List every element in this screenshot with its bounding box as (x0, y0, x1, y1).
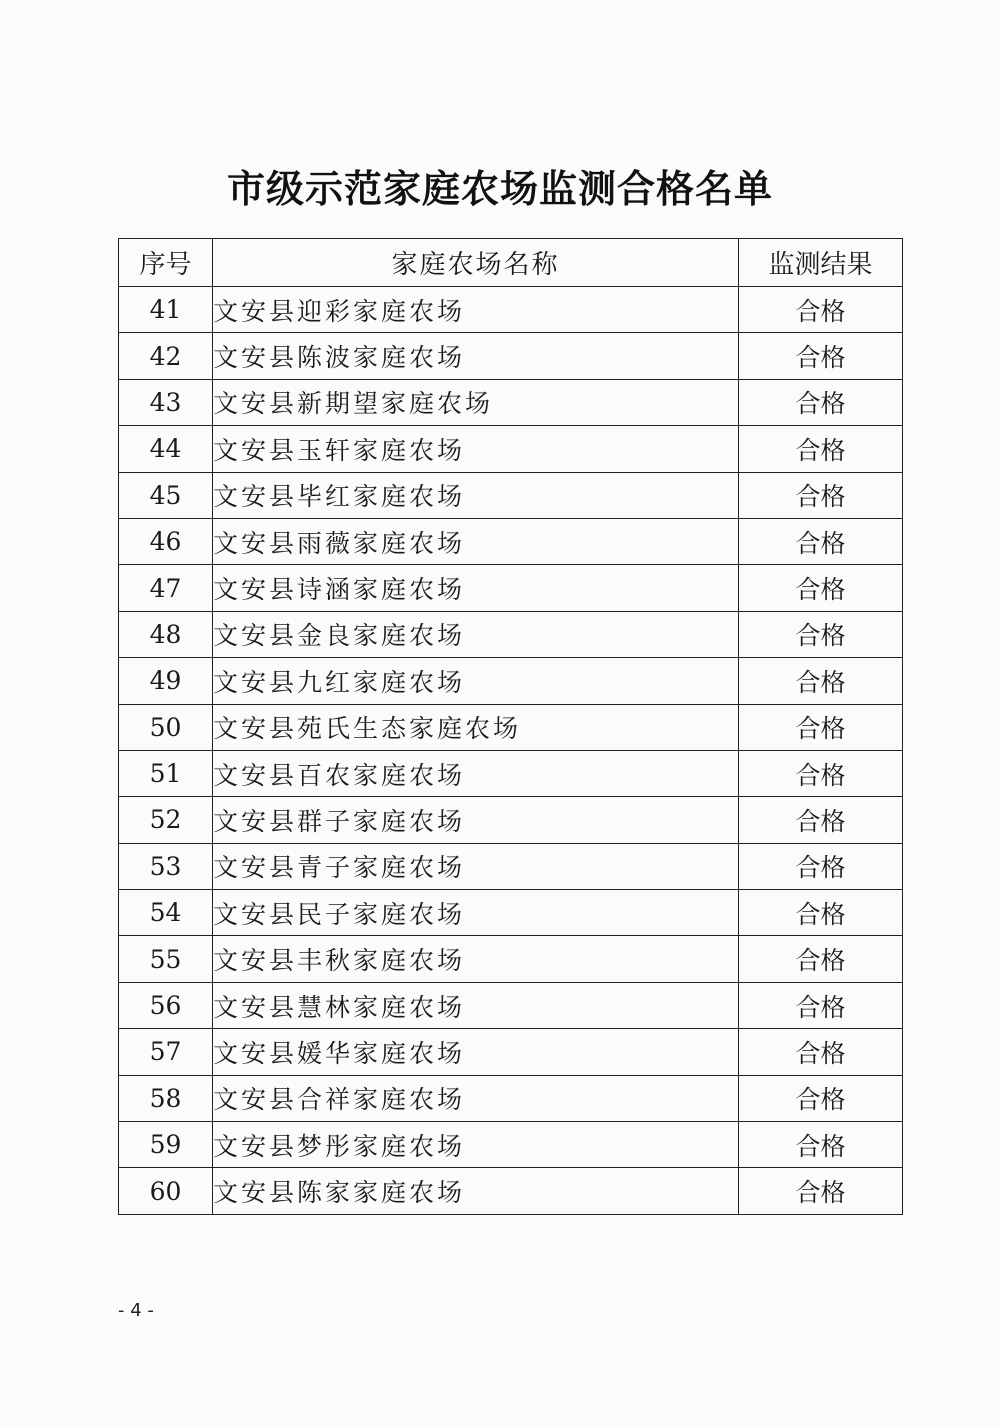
result-cell: 合格 (739, 658, 903, 704)
table-row (119, 982, 903, 1028)
table-row (119, 658, 903, 704)
farm-name-cell: 文安县民子家庭农场 (213, 890, 739, 936)
result-cell: 合格 (739, 426, 903, 472)
serial-number-cell: 54 (119, 890, 213, 936)
table-row (119, 1029, 903, 1075)
result-cell: 合格 (739, 379, 903, 425)
serial-number-cell: 53 (119, 843, 213, 889)
farm-name-cell: 文安县群子家庭农场 (213, 797, 739, 843)
farm-name-cell: 文安县诗涵家庭农场 (213, 565, 739, 611)
table-row (119, 704, 903, 750)
serial-number-cell: 50 (119, 704, 213, 750)
farm-name-cell: 文安县九红家庭农场 (213, 658, 739, 704)
result-cell: 合格 (739, 611, 903, 657)
farm-name-cell: 文安县百农家庭农场 (213, 750, 739, 796)
farm-name-cell: 文安县迎彩家庭农场 (213, 287, 739, 333)
table-row (119, 611, 903, 657)
result-cell: 合格 (739, 704, 903, 750)
table-row (119, 890, 903, 936)
farm-name-cell: 文安县青子家庭农场 (213, 843, 739, 889)
farm-name-cell: 文安县玉轩家庭农场 (213, 426, 739, 472)
farm-name-cell: 文安县金良家庭农场 (213, 611, 739, 657)
table-header-row (119, 239, 903, 287)
page-number: - 4 - (118, 1300, 154, 1321)
table-row (119, 797, 903, 843)
result-cell: 合格 (739, 472, 903, 518)
table-row (119, 518, 903, 564)
serial-number-cell: 55 (119, 936, 213, 982)
table-row (119, 472, 903, 518)
serial-number-cell: 43 (119, 379, 213, 425)
result-cell: 合格 (739, 982, 903, 1028)
farm-name-cell: 文安县合祥家庭农场 (213, 1075, 739, 1121)
header-farm-name: 家庭农场名称 (213, 239, 739, 287)
table-row (119, 1168, 903, 1214)
result-cell: 合格 (739, 333, 903, 379)
table-row (119, 333, 903, 379)
result-cell: 合格 (739, 1029, 903, 1075)
result-cell: 合格 (739, 1168, 903, 1214)
farm-name-cell: 文安县媛华家庭农场 (213, 1029, 739, 1075)
table-row (119, 565, 903, 611)
serial-number-cell: 49 (119, 658, 213, 704)
table-row (119, 1122, 903, 1168)
serial-number-cell: 51 (119, 750, 213, 796)
serial-number-cell: 48 (119, 611, 213, 657)
result-cell: 合格 (739, 287, 903, 333)
farm-name-cell: 文安县陈家家庭农场 (213, 1168, 739, 1214)
result-cell: 合格 (739, 843, 903, 889)
result-cell: 合格 (739, 797, 903, 843)
serial-number-cell: 58 (119, 1075, 213, 1121)
farm-name-cell: 文安县梦彤家庭农场 (213, 1122, 739, 1168)
farm-name-cell: 文安县雨薇家庭农场 (213, 518, 739, 564)
farm-name-cell: 文安县毕红家庭农场 (213, 472, 739, 518)
serial-number-cell: 57 (119, 1029, 213, 1075)
table-row (119, 843, 903, 889)
farm-name-cell: 文安县新期望家庭农场 (213, 379, 739, 425)
serial-number-cell: 56 (119, 982, 213, 1028)
table-row (119, 287, 903, 333)
serial-number-cell: 59 (119, 1122, 213, 1168)
result-cell: 合格 (739, 518, 903, 564)
farm-list-table (118, 238, 903, 1215)
header-serial-number: 序号 (119, 239, 213, 287)
result-cell: 合格 (739, 1122, 903, 1168)
table-row (119, 426, 903, 472)
result-cell: 合格 (739, 890, 903, 936)
result-cell: 合格 (739, 750, 903, 796)
serial-number-cell: 47 (119, 565, 213, 611)
result-cell: 合格 (739, 565, 903, 611)
result-cell: 合格 (739, 1075, 903, 1121)
serial-number-cell: 52 (119, 797, 213, 843)
farm-name-cell: 文安县苑氏生态家庭农场 (213, 704, 739, 750)
serial-number-cell: 44 (119, 426, 213, 472)
result-cell: 合格 (739, 936, 903, 982)
serial-number-cell: 60 (119, 1168, 213, 1214)
farm-name-cell: 文安县慧林家庭农场 (213, 982, 739, 1028)
serial-number-cell: 41 (119, 287, 213, 333)
serial-number-cell: 46 (119, 518, 213, 564)
serial-number-cell: 45 (119, 472, 213, 518)
table-row (119, 750, 903, 796)
farm-name-cell: 文安县丰秋家庭农场 (213, 936, 739, 982)
table-row (119, 379, 903, 425)
farm-name-cell: 文安县陈波家庭农场 (213, 333, 739, 379)
table-row (119, 1075, 903, 1121)
serial-number-cell: 42 (119, 333, 213, 379)
header-monitoring-result: 监测结果 (739, 239, 903, 287)
page-title: 市级示范家庭农场监测合格名单 (226, 167, 773, 211)
table-row (119, 936, 903, 982)
